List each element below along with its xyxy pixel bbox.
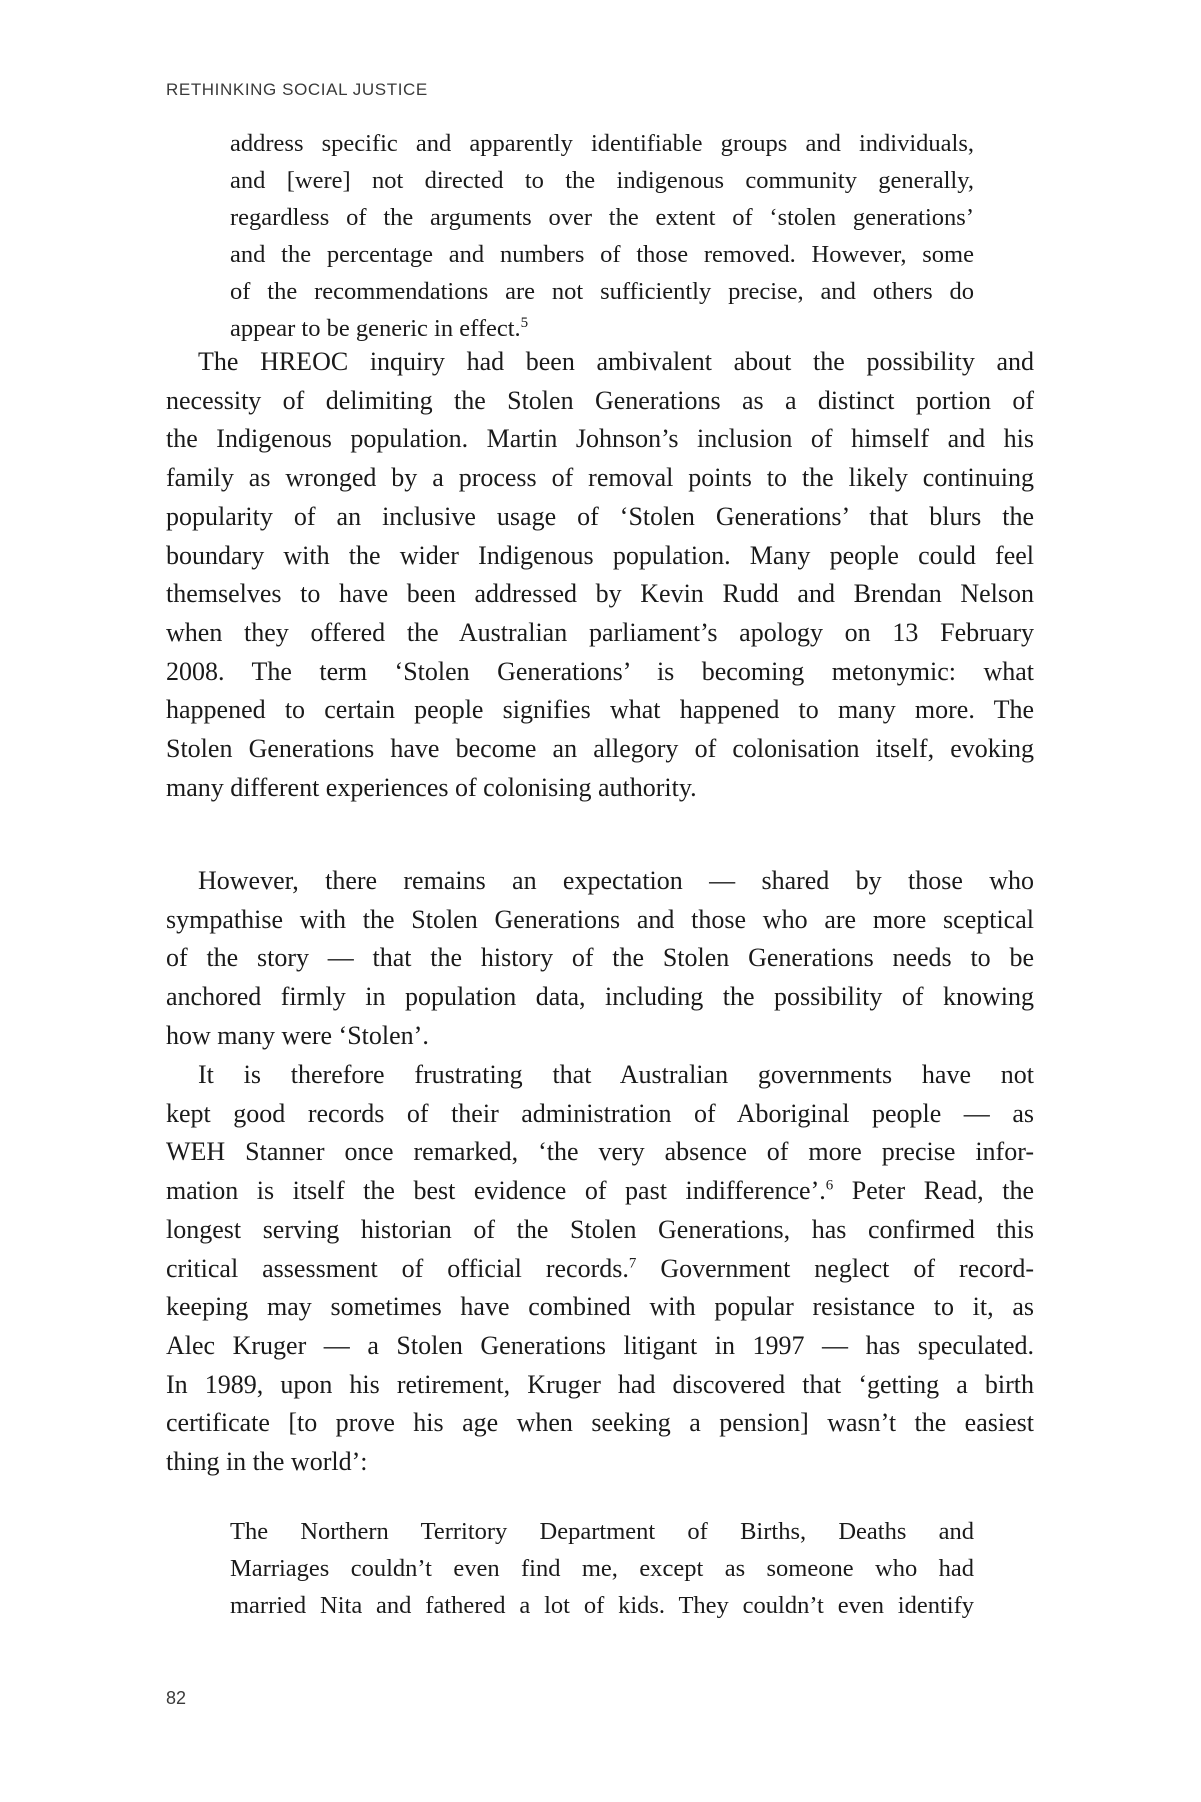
footnote-ref: 6: [825, 1177, 834, 1194]
running-head: RETHINKING SOCIAL JUSTICE: [166, 80, 428, 99]
paragraph-line: longest serving historian of the Stolen Generations, has confirmed this: [166, 1214, 1034, 1244]
paragraph-line: sympathise with the Stolen Generations and those who are more sceptical: [166, 904, 1034, 934]
paragraph-line: certificate [to prove his age when seeking a pension] wasn’t the easiest: [166, 1408, 1034, 1438]
paragraph-line: happened to certain people signifies what happened to many more. The: [166, 695, 1034, 725]
quote-line: Marriages couldn’t even find me, except as someone who had: [230, 1555, 974, 1582]
paragraph-line: In 1989, upon his retirement, Kruger had discovered that ‘getting a birth: [166, 1369, 1034, 1399]
paragraph-line: 2008. The term ‘Stolen Generations’ is becoming metonymic: what: [166, 656, 1034, 686]
paragraph-line: boundary with the wider Indigenous population. Many people could feel: [166, 540, 1034, 570]
quote-line-last: [230, 310, 974, 347]
block-quote-1: [230, 125, 974, 347]
paragraph-line: kept good records of their administration of Aboriginal people — as: [166, 1098, 1034, 1128]
paragraph-line: family as wronged by a process of removal points to the likely continuing: [166, 463, 1034, 493]
paragraph-line: the Indigenous population. Martin Johnson’s inclusion of himself and his: [166, 424, 1034, 454]
paragraph-line-text: mation is itself the best evidence of past indifference’.: [166, 1176, 826, 1206]
paragraph-2: [166, 862, 1034, 1056]
paragraph-line-text: Peter Read, the: [833, 1176, 1034, 1206]
paragraph-line: anchored firmly in population data, including the possibility of knowing: [166, 982, 1034, 1012]
paragraph-line: However, there remains an expectation — shared by those who: [198, 866, 1034, 895]
paragraph-1: [166, 343, 1034, 807]
paragraph-3: [166, 1056, 1034, 1482]
paragraph-line: how many were ‘Stolen’.: [166, 1020, 429, 1050]
paragraph-line: Alec Kruger — a Stolen Generations litigant in 1997 — has speculated.: [166, 1330, 1034, 1360]
paragraph-line: when they offered the Australian parliament’s apology on 13 February: [166, 617, 1034, 647]
footnote-ref: 7: [628, 1254, 637, 1271]
paragraph-line: Stolen Generations have become an allegory of colonisation itself, evoking: [166, 734, 1034, 764]
quote-line: regardless of the arguments over the extent of ‘stolen generations’: [230, 204, 974, 231]
paragraph-line: It is therefore frustrating that Australian governments have not: [198, 1060, 1034, 1089]
paragraph-line: thing in the world’:: [166, 1447, 368, 1477]
paragraph-line: necessity of delimiting the Stolen Generations as a distinct portion of: [166, 385, 1034, 415]
block-quote-2: [230, 1513, 974, 1624]
paragraph-line: themselves to have been addressed by Kevin Rudd and Brendan Nelson: [166, 579, 1034, 609]
page-number: 82: [166, 1688, 187, 1708]
quote-line: address specific and apparently identifiable groups and individuals,: [230, 130, 974, 157]
paragraph-line-text: critical assessment of official records.: [166, 1253, 629, 1283]
paragraph-line-text: Government neglect of record-: [636, 1253, 1034, 1283]
paragraph-line: keeping may sometimes have combined with popular resistance to it, as: [166, 1292, 1034, 1322]
quote-line: and the percentage and numbers of those removed. However, some: [230, 241, 974, 268]
paragraph-line: [166, 1172, 1034, 1211]
paragraph-line: many different experiences of colonising authority.: [166, 772, 697, 802]
paragraph-line: The HREOC inquiry had been ambivalent about the possibility and: [198, 347, 1034, 376]
paragraph-line: [166, 1250, 1034, 1289]
footnote-ref: 5: [520, 314, 529, 331]
quote-line: married Nita and fathered a lot of kids. They couldn’t even identify: [230, 1592, 974, 1619]
quote-line-text: appear to be generic in effect.: [230, 315, 521, 342]
paragraph-line: popularity of an inclusive usage of ‘Stolen Generations’ that blurs the: [166, 501, 1034, 531]
paragraph-line: of the story — that the history of the Stolen Generations needs to be: [166, 943, 1034, 973]
paragraph-line: WEH Stanner once remarked, ‘the very absence of more precise infor-: [166, 1137, 1034, 1167]
quote-line: of the recommendations are not sufficiently precise, and others do: [230, 278, 974, 305]
quote-line: and [were] not directed to the indigenous community generally,: [230, 167, 974, 194]
quote-line: The Northern Territory Department of Births, Deaths and: [230, 1518, 974, 1545]
